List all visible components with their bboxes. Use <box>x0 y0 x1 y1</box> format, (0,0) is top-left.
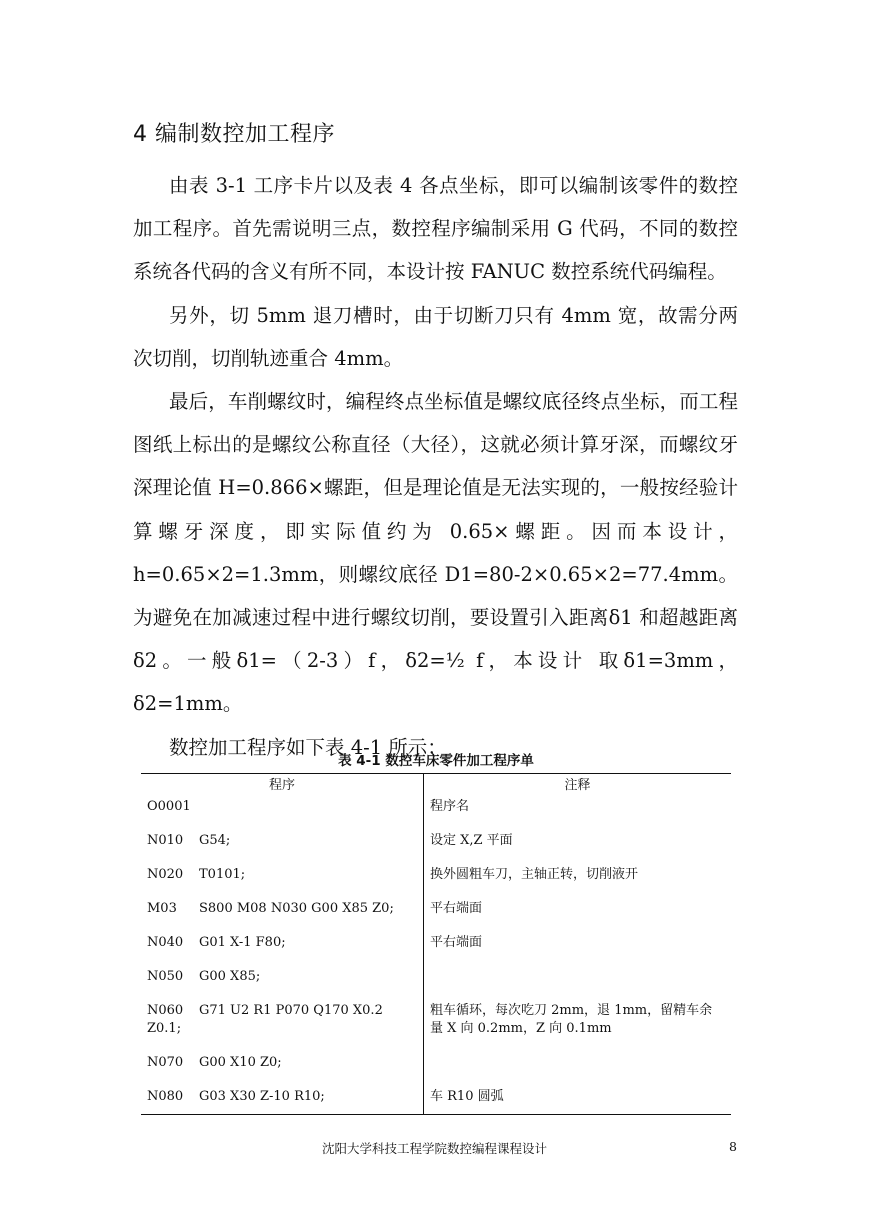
program-text: G54; <box>199 833 231 848</box>
table-row <box>141 1080 731 1115</box>
program-cell <box>141 960 424 994</box>
line-code: N010 <box>147 833 184 848</box>
table-row <box>141 1046 731 1080</box>
table-row <box>141 796 731 824</box>
line-code: O0001 <box>147 799 191 814</box>
note-cell: 换外圆粗车刀，主轴正转，切削液开 <box>424 858 732 892</box>
program-text: G71 U2 R1 P070 Q170 X0.2 Z0.1; <box>147 1003 383 1036</box>
program-text: G03 X30 Z-10 R10; <box>199 1089 325 1104</box>
note-cell: 车 R10 圆弧 <box>424 1080 732 1115</box>
program-cell <box>141 824 424 858</box>
paragraph: 另外，切 5mm 退刀槽时，由于切断刀只有 4mm 宽，故需分两次切削，切削轨迹重合 4mm。 <box>133 303 738 370</box>
line-code: N060 <box>147 1003 184 1018</box>
table-row <box>141 960 731 994</box>
note-cell <box>424 960 732 994</box>
line-code: N080 <box>147 1089 184 1104</box>
note-cell: 设定 X,Z 平面 <box>424 824 732 858</box>
column-header-note: 注释 <box>424 774 732 797</box>
program-table <box>141 773 731 1115</box>
line-code: N040 <box>147 935 184 950</box>
table-row <box>141 858 731 892</box>
program-cell <box>141 1080 424 1115</box>
line-code: M03 <box>147 901 177 916</box>
line-code: N050 <box>147 969 184 984</box>
program-text: G00 X10 Z0; <box>199 1055 282 1070</box>
section-heading: 4 编制数控加工程序 <box>133 122 335 147</box>
paragraph: 最后，车削螺纹时，编程终点坐标值是螺纹底径终点坐标，而工程图纸上标出的是螺纹公称直径（大径），这就必须计算牙深，而螺纹牙深理论值 H=0.866×螺距，但是理论值是无法实现的，一般按经验计算螺牙深度，即实际值约为 0.65×螺距。因而本设计，h=0.65×2=1.3mm，则螺纹底径 D1=80-2×0.65×2=77.4mm。为避免在加减速过程中进行螺纹切削，要设置引入距离δ1 和超越距离δ2。一般δ1=（2-3）f，δ2=½ f，本设计 取δ1=3mm，δ2=1mm。 <box>133 390 738 716</box>
program-text: G00 X85; <box>199 969 261 984</box>
program-cell <box>141 892 424 926</box>
program-cell <box>141 994 424 1046</box>
note-cell: 粗车循环，每次吃刀 2mm，退 1mm，留精车余量 X 向 0.2mm，Z 向 0.1mm <box>424 994 732 1046</box>
program-cell <box>141 1046 424 1080</box>
note-cell: 平右端面 <box>424 892 732 926</box>
body-text <box>133 164 738 769</box>
program-cell <box>141 858 424 892</box>
paragraph: 数控加工程序如下表 4-1 所示： <box>169 735 447 759</box>
program-text: S800 M08 N030 G00 X85 Z0; <box>199 901 394 916</box>
table-header-row <box>141 774 731 797</box>
table-row <box>141 994 731 1046</box>
page-number: 8 <box>729 1139 737 1154</box>
program-text: G01 X-1 F80; <box>199 935 286 950</box>
page-footer: 沈阳大学科技工程学院数控编程课程设计 <box>321 1141 547 1156</box>
table-row <box>141 824 731 858</box>
table-row <box>141 926 731 960</box>
program-cell <box>141 926 424 960</box>
line-code: N020 <box>147 867 184 882</box>
line-code: N070 <box>147 1055 184 1070</box>
table-caption: 表 4-1 数控车床零件加工程序单 <box>338 753 534 769</box>
table-row <box>141 892 731 926</box>
program-cell <box>141 796 424 824</box>
program-text: T0101; <box>199 867 246 882</box>
note-cell <box>424 1046 732 1080</box>
paragraph: 由表 3-1 工序卡片以及表 4 各点坐标，即可以编制该零件的数控加工程序。首先需说明三点，数控程序编制采用 G 代码，不同的数控系统各代码的含义有所不同，本设计按 FANUC 数控系统代码编程。 <box>133 174 738 284</box>
note-cell: 程序名 <box>424 796 732 824</box>
column-header-program: 程序 <box>268 778 295 793</box>
note-cell: 平右端面 <box>424 926 732 960</box>
